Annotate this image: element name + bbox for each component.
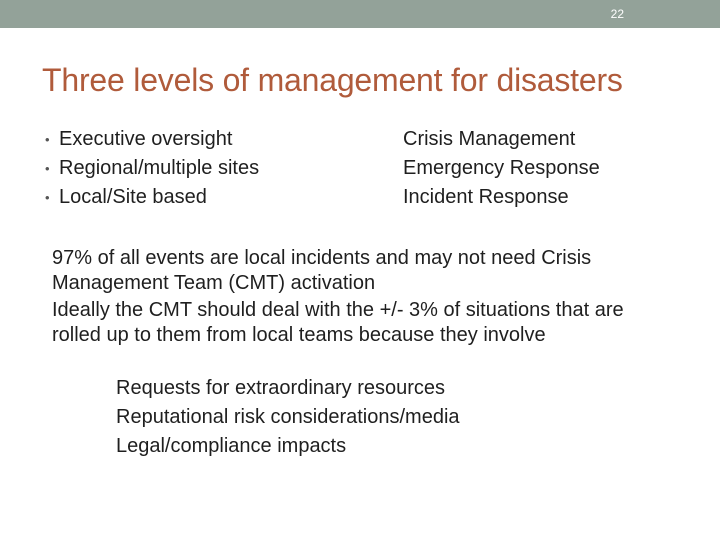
factor-item: Requests for extraordinary resources bbox=[116, 377, 446, 399]
level-name: Regional/multiple sites bbox=[59, 157, 260, 179]
factor-item: Reputational risk considerations/media bbox=[116, 406, 460, 428]
bullet-icon: • bbox=[45, 132, 50, 147]
factor-item: Legal/compliance impacts bbox=[116, 435, 347, 457]
level-name: Local/Site based bbox=[59, 186, 207, 208]
level-name: Executive oversight bbox=[59, 128, 233, 150]
level-type: Incident Response bbox=[403, 186, 569, 208]
slide-number: 22 bbox=[610, 7, 624, 21]
level-type: Emergency Response bbox=[403, 157, 600, 179]
bullet-icon: • bbox=[45, 190, 50, 205]
paragraph-local-incidents: 97% of all events are local incidents and may not need Crisis Management Team (CMT) activation bbox=[52, 247, 592, 294]
paragraph-cmt-role: Ideally the CMT should deal with the +/- 3% of situations that are rolled up to them from local teams because they involve bbox=[52, 299, 624, 346]
level-type: Crisis Management bbox=[403, 128, 576, 150]
slide-title: Three levels of management for disasters bbox=[42, 62, 623, 98]
escalation-factors-list bbox=[116, 374, 460, 461]
bullet-icon: • bbox=[45, 161, 50, 176]
header-bar bbox=[0, 0, 720, 28]
